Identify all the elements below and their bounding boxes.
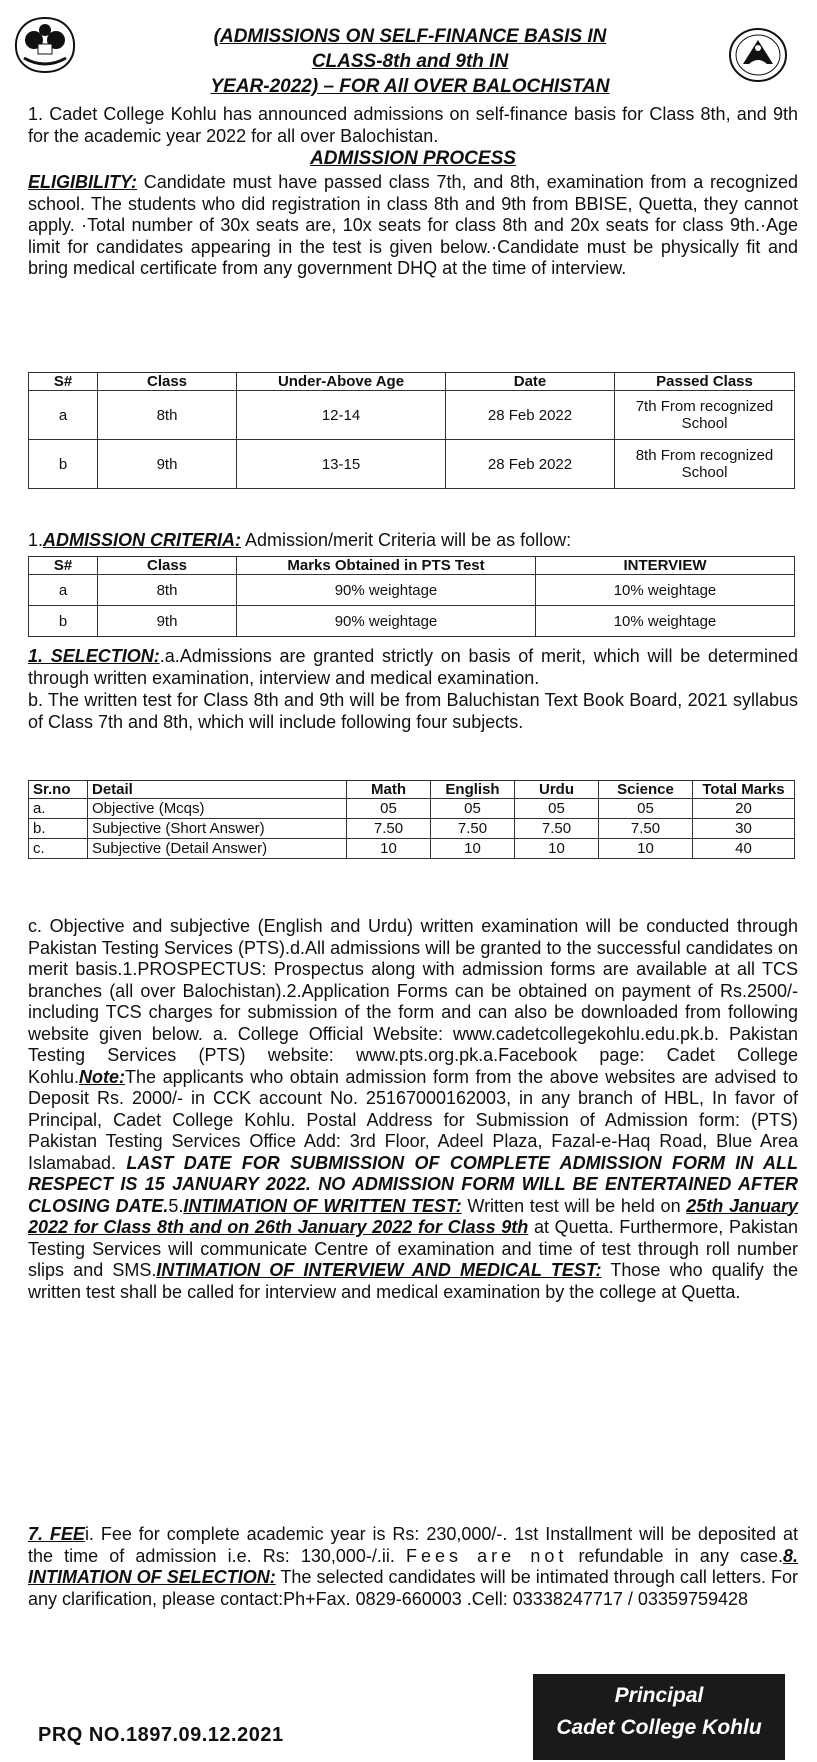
- fee-text-3: The selected candidates will be intimated through call letters. For any clarification, please contact:Ph+Fax. 0829-660003 .Cell: 03338247717 / 03359759428: [28, 1567, 798, 1609]
- table-row: [29, 799, 795, 819]
- test-dates: 25th January 2022 for Class 8th and on 26th January 2022 for Class 9th: [28, 1195, 798, 1237]
- principal-title: Principal: [614, 1684, 704, 1707]
- criteria-paragraph: [28, 530, 798, 552]
- details-text-2: The applicants who obtain admission form from the above websites are advised to Deposit Rs. 2000/- in CCK account No. 25167000162003, in any branch of HBL, In favor of Principal, Cadet College Kohlu. Postal Address for Submission of Admission form: (PTS) Pakistan Testing Services Office Add: 3rd Floor, Adeel Plaza, Fazal-e-Haq Road, Blue Area Islamabad.: [28, 1066, 798, 1173]
- table-cell: 28 Feb 2022: [446, 440, 615, 489]
- table-header-row: [29, 557, 795, 575]
- column-header: Under-Above Age: [237, 373, 446, 391]
- fee-spaced-text: Fees are not: [406, 1545, 568, 1566]
- table-row: [29, 575, 795, 606]
- table-cell: 05: [515, 799, 599, 819]
- table-cell: 28 Feb 2022: [446, 391, 615, 440]
- table-row: [29, 819, 795, 839]
- eligibility-paragraph: [28, 172, 798, 280]
- table-cell: Subjective (Short Answer): [88, 819, 347, 839]
- balochistan-emblem-icon: [10, 14, 80, 76]
- details-text-5: Those who qualify the written test shall be called for interview and medical examination by the college at Quetta.: [28, 1260, 798, 1302]
- column-header: Urdu: [515, 781, 599, 799]
- selection-paragraph: [28, 646, 798, 689]
- eligibility-table: [28, 372, 795, 489]
- criteria-label: ADMISSION CRITERIA:: [43, 530, 242, 550]
- details-text-3: Written test will be held on: [461, 1195, 687, 1216]
- title-line-1: (ADMISSIONS ON SELF-FINANCE BASIS IN: [213, 26, 607, 47]
- column-header: Total Marks: [693, 781, 795, 799]
- table-cell: 90% weightage: [237, 575, 536, 606]
- table-cell: 12-14: [237, 391, 446, 440]
- column-header: English: [431, 781, 515, 799]
- column-header: Date: [446, 373, 615, 391]
- table-cell: 7.50: [599, 819, 693, 839]
- column-header: Math: [347, 781, 431, 799]
- table-row: [29, 606, 795, 637]
- table-cell: 10% weightage: [536, 606, 795, 637]
- intro-paragraph: 1. Cadet College Kohlu has announced admissions on self-finance basis for Class 8th, and 9th for the academic year 2022 for all over Balochistan.: [28, 104, 798, 146]
- table-cell: b.: [29, 819, 88, 839]
- fee-text-2: refundable in any case.: [567, 1545, 783, 1566]
- column-header: Passed Class: [615, 373, 795, 391]
- fee-paragraph: [28, 1524, 798, 1610]
- table-cell: 05: [431, 799, 515, 819]
- column-header: Marks Obtained in PTS Test: [237, 557, 536, 575]
- column-header: Sr.no: [29, 781, 88, 799]
- details-paragraph: [28, 916, 798, 1303]
- table-cell: 8th From recognized School: [615, 440, 795, 489]
- column-header: Science: [599, 781, 693, 799]
- table-header-row: [29, 781, 795, 799]
- selection-text-a: .a.Admissions are granted strictly on basis of merit, which will be determined through written examination, interview and medical examination.: [28, 646, 798, 688]
- column-header: INTERVIEW: [536, 557, 795, 575]
- table-cell: 9th: [98, 440, 237, 489]
- selection-paragraph-b: b. The written test for Class 8th and 9th will be from Baluchistan Text Book Board, 2021 syllabus of Class 7th and 8th, which will include following four subjects.: [28, 690, 798, 732]
- table-cell: 7.50: [347, 819, 431, 839]
- table-cell: b: [29, 606, 98, 637]
- notice-title: [120, 24, 700, 99]
- column-header: Class: [98, 373, 237, 391]
- title-line-2: CLASS-8th and 9th IN: [311, 51, 509, 72]
- cadet-college-crest-icon: [727, 26, 789, 84]
- table-cell: 9th: [98, 606, 237, 637]
- interview-label: INTIMATION OF INTERVIEW AND MEDICAL TEST:: [156, 1260, 602, 1280]
- criteria-table: [28, 556, 795, 637]
- table-row: [29, 391, 795, 440]
- table-cell: 10% weightage: [536, 575, 795, 606]
- table-header-row: [29, 373, 795, 391]
- eligibility-label: ELIGIBILITY:: [28, 172, 138, 192]
- fee-label: 7. FEE: [28, 1524, 85, 1544]
- table-cell: a: [29, 575, 98, 606]
- table-cell: 8th: [98, 391, 237, 440]
- subjects-table: [28, 780, 795, 859]
- details-text-4: at Quetta. Furthermore, Pakistan Testing Services will communicate Centre of examination and time of test through roll number slips and SMS.: [28, 1217, 798, 1280]
- table-cell: 30: [693, 819, 795, 839]
- table-cell: 90% weightage: [237, 606, 536, 637]
- details-prefix-5: 5.: [168, 1195, 184, 1216]
- principal-signature-block: [533, 1674, 785, 1760]
- fee-text: i. Fee for complete academic year is Rs: 230,000/-. 1st Installment will be deposited at the time of admission i.e. Rs: 130,000-/.ii.: [28, 1524, 798, 1566]
- selection-intimation-label: 8. INTIMATION OF SELECTION:: [28, 1545, 798, 1587]
- table-row: [29, 440, 795, 489]
- table-cell: 7.50: [515, 819, 599, 839]
- table-cell: 40: [693, 839, 795, 859]
- title-line-3: YEAR-2022) – FOR All OVER BALOCHISTAN: [210, 76, 610, 97]
- admission-process-heading: ADMISSION PROCESS: [310, 148, 516, 169]
- table-cell: b: [29, 440, 98, 489]
- table-row: [29, 839, 795, 859]
- note-label: Note:: [79, 1066, 126, 1087]
- college-name: Cadet College Kohlu: [556, 1716, 762, 1739]
- table-cell: Objective (Mcqs): [88, 799, 347, 819]
- table-cell: 20: [693, 799, 795, 819]
- column-header: Class: [98, 557, 237, 575]
- written-test-label: INTIMATION OF WRITTEN TEST:: [183, 1195, 462, 1216]
- table-cell: 8th: [98, 575, 237, 606]
- criteria-text: Admission/merit Criteria will be as follow:: [241, 530, 572, 550]
- selection-label: 1. SELECTION:: [28, 646, 160, 666]
- table-cell: 10: [515, 839, 599, 859]
- details-text-1: c. Objective and subjective (English and Urdu) written examination will be conducted through Pakistan Testing Services (PTS).d.All admissions will be granted to the successful candidates on merit basis.1.PROSPECTUS: Prospectus along with admission forms are available at all TCS branches (all over Balochistan).2.Application Forms can be obtained on payment of Rs.2500/- including TCS charges for submission of the form and can also be downloaded from following website given below. a. College Official Website: www.cadetcollegekohlu.edu.pk.b. Pakistan Testing Services (PTS) website: www.pts.org.pk.a.Facebook page: Cadet College Kohlu.: [28, 916, 798, 1087]
- table-cell: 10: [347, 839, 431, 859]
- table-cell: a: [29, 391, 98, 440]
- table-cell: Subjective (Detail Answer): [88, 839, 347, 859]
- table-cell: 05: [599, 799, 693, 819]
- table-cell: a.: [29, 799, 88, 819]
- prq-number: PRQ NO.1897.09.12.2021: [38, 1724, 284, 1746]
- table-cell: 13-15: [237, 440, 446, 489]
- table-cell: 7.50: [431, 819, 515, 839]
- last-date-notice: LAST DATE FOR SUBMISSION OF COMPLETE ADMISSION FORM IN ALL RESPECT IS 15 JANUARY 2022. NO ADMISSION FORM WILL BE ENTERTAINED AFTER CLOSING DATE.: [28, 1152, 798, 1216]
- table-cell: 05: [347, 799, 431, 819]
- eligibility-text: Candidate must have passed class 7th, and 8th, examination from a recognized school. The students who did registration in class 8th and 9th from BBISE, Quetta, they cannot apply. ·Total number of 30x seats are, 10x seats for class 8th and 20x seats for class 9th.·Age limit for candidates appearing in the test is given below.·Candidate must be physically fit and bring medical certificate from any government DHQ at the time of interview.: [28, 172, 798, 278]
- table-cell: 7th From recognized School: [615, 391, 795, 440]
- column-header: S#: [29, 373, 98, 391]
- criteria-prefix: 1.: [28, 530, 44, 550]
- table-cell: 10: [599, 839, 693, 859]
- table-cell: c.: [29, 839, 88, 859]
- column-header: S#: [29, 557, 98, 575]
- column-header: Detail: [88, 781, 347, 799]
- table-cell: 10: [431, 839, 515, 859]
